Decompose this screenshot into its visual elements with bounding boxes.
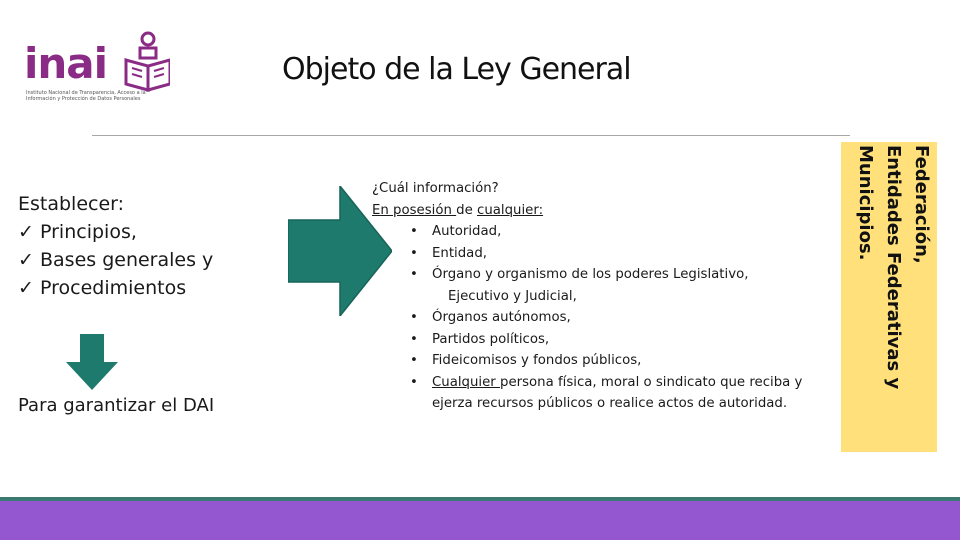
establecer-item: ✓ Principios, (18, 218, 213, 246)
bullet-icon: • (410, 224, 418, 239)
footer-bar (0, 501, 960, 540)
establecer-heading: Establecer: (18, 193, 125, 215)
subjects-list (372, 221, 802, 415)
check-icon: ✓ (18, 249, 34, 271)
establecer-item: ✓ Bases generales y (18, 246, 213, 274)
list-item: • Fideicomisos y fondos públicos, (372, 350, 802, 372)
establecer-list (18, 190, 213, 302)
list-item-continuation: Ejecutivo y Judicial, (448, 288, 577, 304)
government-levels-text: Federación, Entidades Federativas y Municipios. (855, 145, 932, 390)
logo-wordmark: inai (24, 39, 108, 88)
check-icon: ✓ (18, 221, 34, 243)
list-item: • Partidos políticos, (372, 329, 802, 351)
info-possession: En posesión de cualquier: (372, 202, 544, 218)
bullet-icon: • (410, 331, 418, 347)
list-item-continuation: ejerza recursos públicos o realice actos de autoridad. (432, 396, 788, 411)
conclusion-text: Para garantizar el DAI (18, 395, 215, 416)
page-title: Objeto de la Ley General (282, 52, 631, 87)
bullet-icon: • (410, 267, 418, 282)
establecer-item: ✓ Procedimientos (18, 274, 213, 302)
list-item: • Autoridad, (372, 221, 802, 243)
logo-subtitle: Instituto Nacional de Transparencia, Acceso a la Información y Protección de Datos Personales (26, 90, 146, 102)
title-divider (92, 135, 850, 136)
bullet-icon: • (410, 374, 418, 390)
down-arrow-icon (66, 334, 118, 390)
bullet-icon: • (410, 353, 418, 368)
check-icon: ✓ (18, 277, 34, 299)
info-question: ¿Cuál información? (372, 181, 499, 196)
informacion-block (372, 178, 802, 415)
inai-logo (22, 30, 182, 110)
bullet-icon: • (410, 245, 418, 261)
list-item: • Cualquier persona física, moral o sindicato que reciba y (372, 372, 802, 394)
list-item: • Órgano y organismo de los poderes Legislativo, (372, 264, 802, 286)
list-item: • Entidad, (372, 243, 802, 265)
person-book-icon (118, 30, 170, 92)
bullet-icon: • (410, 310, 418, 325)
list-item: • Órganos autónomos, (372, 307, 802, 329)
